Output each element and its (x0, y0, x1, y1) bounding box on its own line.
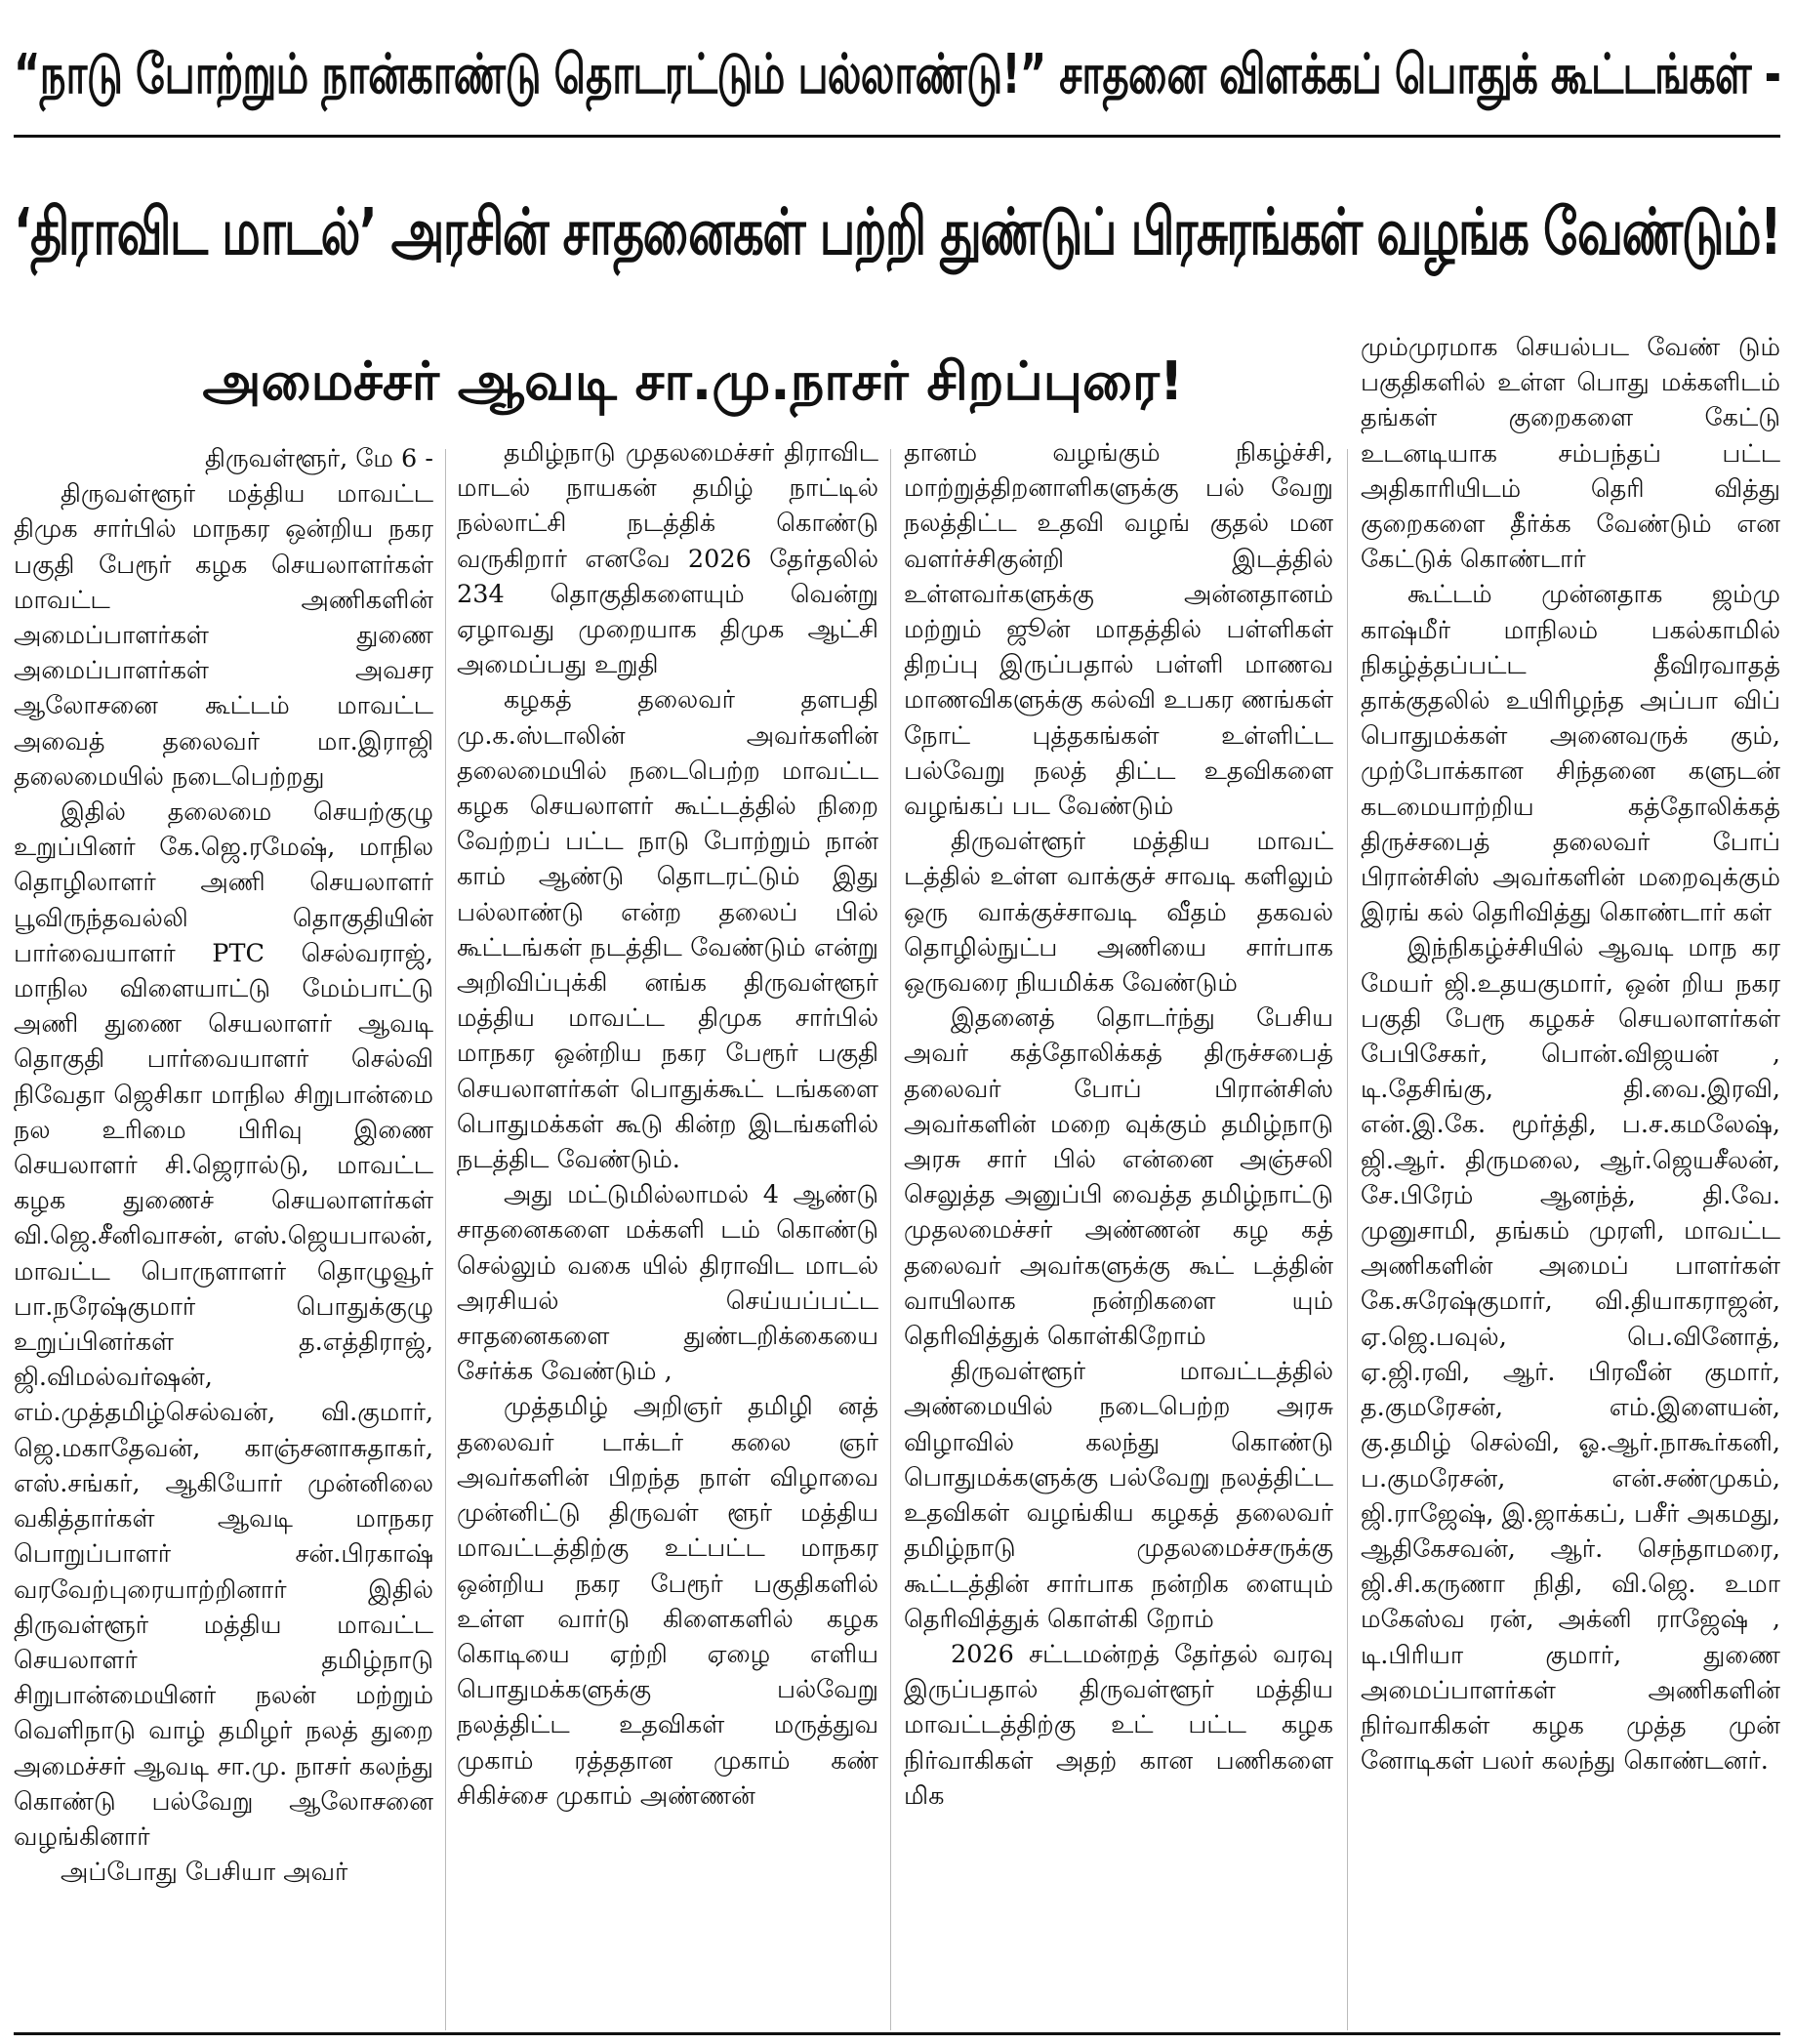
paragraph: இதனைத் தொடர்ந்து பேசிய அவர் கத்தோலிக்கத் திருச்சபைத் தலைவர் போப் பிரான்சிஸ் அவர்களின் மறை வுக்கும் தமிழ்நாடு அரசு சார் பில் என்னை அஞ்சலி செலுத்த அனுப்பி வைத்த தமிழ்நாட்டு முதலமைச்சர் அண்ணன் கழ கத் தலைவர் அவர்களுக்கு கூட் டத்தின் வாயிலாக நன்றிகளை யும் தெரிவித்துக் கொள்கிறோம் (904, 1003, 1333, 1352)
column-divider (1347, 449, 1348, 2030)
paragraph: கழகத் தலைவர் தளபதி மு.க.ஸ்டாலின் அவர்களின் தலைமையில் நடைபெற்ற மாவட்ட கழக செயலாளர் கூட்டத்தில் நிறை வேற்றப் பட்ட நாடு போற்றும் நான் காம் ஆண்டு தொடரட்டும் இது பல்லாண்டு என்ற தலைப் பில் கூட்டங்கள் நடத்திட வேண்டும் என்று அறிவிப்புக்கி னங்க திருவள்ளூர் மத்திய மாவட்ட திமுக சார்பில் மாநகர ஒன்றிய நகர பேரூர் பகுதி செயலாளர்கள் பொதுக்கூட் டங்களை பொதுமக்கள் கூடு கின்ற இடங்களில் நடத்திட வேண்டும். (457, 685, 878, 1175)
paragraph: மும்முரமாக செயல்பட வேண் டும் பகுதிகளில் உள்ள பொது மக்களிடம் தங்கள் குறைகளை கேட்டு உடனடியாக சம்பந்தப் பட்ட அதிகாரியிடம் தெரி வித்து குறைகளை தீர்க்க வேண்டும் என கேட்டுக் கொண்டார் (1361, 333, 1780, 575)
paragraph: திருவள்ளூர் மத்திய மாவட் டத்தில் உள்ள வாக்குச் சாவடி களிலும் ஒரு வாக்குச்சாவடி வீதம் தகவல் தொழில்நுட்ப அணியை சார்பாக ஒருவரை நியமிக்க வேண்டும் (904, 827, 1333, 999)
paragraph: அது மட்டுமில்லாமல் 4 ஆண்டு சாதனைகளை மக்களி டம் கொண்டு செல்லும் வகை யில் திராவிட மாடல் அரசியல் செய்யப்பட்ட சாதனைகளை துண்டறிக்கையை சேர்க்க வேண்டும் , (457, 1180, 878, 1387)
column-divider (890, 449, 891, 2030)
paragraph: 2026 சட்டமன்றத் தேர்தல் வரவு இருப்பதால் திருவள்ளூர் மத்திய மாவட்டத்திற்கு உட் பட்ட கழக நிர்வாகிகள் அதற் கான பணிகளை மிக (904, 1639, 1333, 1811)
dateline: திருவள்ளூர், மே 6 - (205, 444, 433, 473)
paragraph: இந்நிகழ்ச்சியில் ஆவடி மாந கர மேயர் ஜி.உதயகுமார், ஒன் றிய நகர பகுதி பேரூ கழகச் செயலாளர்கள் பேபிசேகர், பொன்.விஜயன் , டி.தேசிங்கு, தி.வை.இரவி, என்.இ.கே. மூர்த்தி, ப.ச.கமலேஷ், ஜி.ஆர். திருமலை, ஆர்.ஜெயசீலன், சே.பிரேம் ஆனந்த், தி.வே. முனுசாமி, தங்கம் முரளி, மாவட்ட அணிகளின் அமைப் பாளர்கள் கே.சுரேஷ்குமார், வி.தியாகராஜன், ஏ.ஜெ.பவுல், பெ.வினோத், ஏ.ஜி.ரவி, ஆர். பிரவீன் குமார், த.குமரேசன், எம்.இளையன், கு.தமிழ் செல்வி, ஓ.ஆர்.நாகூர்கனி, ப.குமரேசன், என்.சண்முகம், ஜி.ராஜேஷ், இ.ஜாக்கப், பசீர் அகமது, ஆதிகேசவன், ஆர். செந்தாமரை, ஜி.சி.கருணா நிதி, வி.ஜெ. உமா மகேஸ்வ ரன், அக்னி ராஜேஷ் , டி.பிரியா குமார், துணை அமைப்பாளர்கள் அணிகளின் நிர்வாகிகள் கழக முத்த முன் னோடிகள் பலர் கலந்து கொண்டனர். (1361, 933, 1780, 1777)
paragraph: திருவள்ளூர் மாவட்டத்தில் அண்மையில் நடைபெற்ற அரசு விழாவில் கலந்து கொண்டு பொதுமக்களுக்கு பல்வேறு நலத்திட்ட உதவிகள் வழங்கிய கழகத் தலைவர் தமிழ்நாடு முதலமைச்சருக்கு கூட்டத்தின் சார்பாக நன்றிக ளையும் தெரிவித்துக் கொள்கி றோம் (904, 1357, 1333, 1634)
column-3 (904, 435, 1333, 2028)
kicker-rule (14, 135, 1780, 138)
paragraph: கூட்டம் முன்னதாக ஜம்மு காஷ்மீர் மாநிலம் பகல்காமில் நிகழ்த்தப்பட்ட தீவிரவாதத் தாக்குதலில் உயிரிழந்த அப்பா விப் பொதுமக்கள் அனைவருக் கும், முற்போக்கான சிந்தனை களுடன் கடமையாற்றிய கத்தோலிக்கத் திருச்சபைத் தலைவர் போப் பிரான்சிஸ் அவர்களின் மறைவுக்கும் இரங் கல் தெரிவித்து கொண்டார் கள் (1361, 580, 1780, 928)
kicker-line: “நாடு போற்றும் நான்காண்டு தொடரட்டும் பல்லாண்டு!” சாதனை விளக்கப் பொதுக் கூட்டங்கள் - (14, 43, 1780, 106)
subheadline: அமைச்சர் ஆவடி சா.மு.நாசர் சிறப்புரை! (202, 350, 1184, 412)
paragraph: தமிழ்நாடு முதலமைச்சர் திராவிட மாடல் நாயகன் தமிழ் நாட்டில் நல்லாட்சி நடத்திக் கொண்டு வருகிறார் எனவே 2026 தேர்தலில் 234 தொகுதிகளையும் வென்று ஏழாவது முறையாக திமுக ஆட்சி அமைப்பது உறுதி (457, 438, 878, 680)
paragraph: இதில் தலைமை செயற்குழு உறுப்பினர் கே.ஜெ.ரமேஷ், மாநில தொழிலாளர் அணி செயலாளர் பூவிருந்தவல்லி தொகுதியின் பார்வையாளர் PTC செல்வராஜ், மாநில விளையாட்டு மேம்பாட்டு அணி துணை செயலாளர் ஆவடி தொகுதி பார்வையாளர் செல்வி நிவேதா ஜெசிகா மாநில சிறுபான்மை நல உரிமை பிரிவு இணை செயலாளர் சி.ஜெரால்டு, மாவட்ட கழக துணைச் செயலாளர்கள் வி.ஜெ.சீனிவாசன், எஸ்.ஜெயபாலன், மாவட்ட பொருளாளர் தொழுவூர் பா.நரேஷ்குமார் பொதுக்குழு உறுப்பினர்கள் த.எத்திராஜ், ஜி.விமல்வர்ஷன், எம்.முத்தமிழ்செல்வன், வி.குமார், ஜெ.மகாதேவன், காஞ்சனாசுதாகர், எஸ்.சங்கர், ஆகியோர் முன்னிலை வகித்தார்கள் ஆவடி மாநகர பொறுப்பாளர் சன்.பிரகாஷ் வரவேற்புரையாற்றினார் இதில் திருவள்ளூர் மத்திய மாவட்ட செயலாளர் தமிழ்நாடு சிறுபான்மையினர் நலன் மற்றும் வெளிநாடு வாழ் தமிழர் நலத் துறை அமைச்சர் ஆவடி சா.மு. நாசர் கலந்து கொண்டு பல்வேறு ஆலோசனை வழங்கினார் (14, 797, 433, 1852)
paragraph: அப்போது பேசியா அவர் (61, 1858, 348, 1888)
paragraph: தானம் வழங்கும் நிகழ்ச்சி, மாற்றுத்திறனாளிகளுக்கு பல் வேறு நலத்திட்ட உதவி வழங் குதல் மன வளர்ச்சிகுன்றி இடத்தில் உள்ளவர்களுக்கு அன்னதானம் மற்றும் ஜூன் மாதத்தில் பள்ளிகள் திறப்பு இருப்பதால் பள்ளி மாணவ மாணவிகளுக்கு கல்வி உபகர ணங்கள் நோட் புத்தகங்கள் உள்ளிட்ட பல்வேறு நலத் திட்ட உதவிகளை வழங்கப் பட வேண்டும் (904, 438, 1333, 822)
paragraph: முத்தமிழ் அறிஞர் தமிழி னத் தலைவர் டாக்டர் கலை ஞர் அவர்களின் பிறந்த நாள் விழாவை முன்னிட்டு திருவள் ளூர் மத்திய மாவட்டத்திற்கு உட்பட்ட மாநகர ஒன்றிய நகர பேரூர் பகுதிகளில் உள்ள வார்டு கிளைகளில் கழக கொடியை ஏற்றி ஏழை எளிய பொதுமக்களுக்கு பல்வேறு நலத்திட்ட உதவிகள் மருத்துவ முகாம் ரத்ததான முகாம் கண் சிகிச்சை முகாம் அண்ணன் (457, 1392, 878, 1811)
column-divider (445, 449, 446, 2030)
bottom-rule (14, 2032, 1780, 2035)
column-2 (457, 435, 878, 2028)
paragraph: திருவள்ளூர் மத்திய மாவட்ட திமுக சார்பில் மாநகர ஒன்றிய நகர பகுதி பேரூர் கழக செயலாளர்கள் மாவட்ட அணிகளின் அமைப்பாளர்கள் துணை அமைப்பாளர்கள் அவசர ஆலோசனை கூட்டம் மாவட்ட அவைத் தலைவர் மா.இராஜி தலைமையில் நடைபெற்றது (14, 479, 433, 792)
column-4 (1361, 330, 1780, 2028)
headline: ‘திராவிட மாடல்’ அரசின் சாதனைகள் பற்றி துண்டுப் பிரசுரங்கள் வழங்க வேண்டும்! (14, 194, 1781, 269)
column-1 (14, 441, 433, 2028)
